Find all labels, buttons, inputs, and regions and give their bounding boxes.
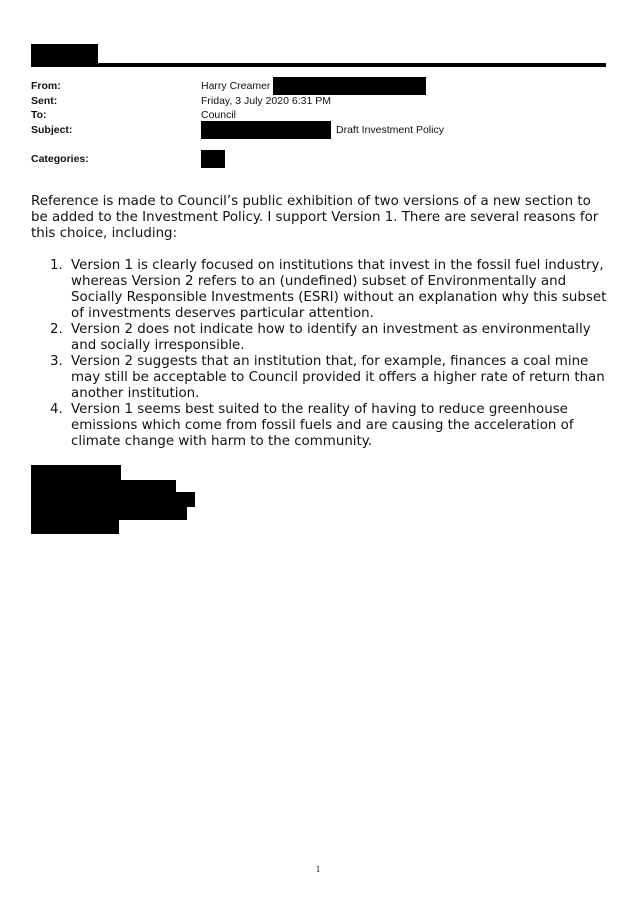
subject-label: Subject: (31, 124, 73, 136)
redacted-signature-line (31, 465, 121, 481)
categories-label: Categories: (31, 153, 89, 165)
to-label: To: (31, 109, 47, 121)
redacted-signature-line (31, 519, 119, 534)
list-item-number: 4. (50, 402, 63, 417)
from-value: Harry Creamer (201, 80, 271, 92)
redacted-sender-email (273, 77, 426, 95)
page-number: 1 (315, 864, 321, 874)
list-item (31, 258, 611, 322)
list-item-text: Version 1 is clearly focused on institutions that invest in the fossil fuel industry, whereas Version 2 refers to an (undefined) subset of Environmentally and Socially Responsible Investments (ESRI) without an explanation why this subset of investments deserves particular attention. (71, 258, 607, 321)
redacted-sender-heading (31, 44, 98, 67)
from-label: From: (31, 80, 61, 92)
subject-value: Draft Investment Policy (336, 124, 444, 136)
list-item (31, 322, 611, 354)
header-rule (97, 63, 606, 67)
list-item (31, 402, 611, 450)
sent-label: Sent: (31, 95, 58, 107)
redacted-subject-prefix (201, 121, 331, 139)
list-item (31, 354, 611, 402)
list-item-text: Version 2 suggests that an institution that, for example, finances a coal mine may still be acceptable to Council provided it offers a higher rate of return than another institution. (71, 354, 605, 401)
list-item-text: Version 2 does not indicate how to identify an investment as environmentally and socially irresponsible. (71, 322, 591, 353)
list-item-text: Version 1 seems best suited to the reality of having to reduce greenhouse emissions which come from fossil fuels and are causing the acceleration of climate change with harm to the community. (71, 402, 574, 449)
redacted-signature-line (31, 492, 195, 507)
list-item-number: 1. (50, 258, 63, 273)
list-item-number: 2. (50, 322, 63, 337)
redacted-signature-line (31, 506, 187, 520)
to-value: Council (201, 109, 237, 121)
sent-value: Friday, 3 July 2020 6:31 PM (201, 95, 331, 107)
redacted-category (201, 150, 225, 168)
intro-paragraph: Reference is made to Council’s public exhibition of two versions of a new section to be added to the Investment Policy. I support Version 1. There are several reasons for this choice, including: (31, 194, 599, 241)
reasons-list (31, 258, 611, 450)
list-item-number: 3. (50, 354, 63, 369)
